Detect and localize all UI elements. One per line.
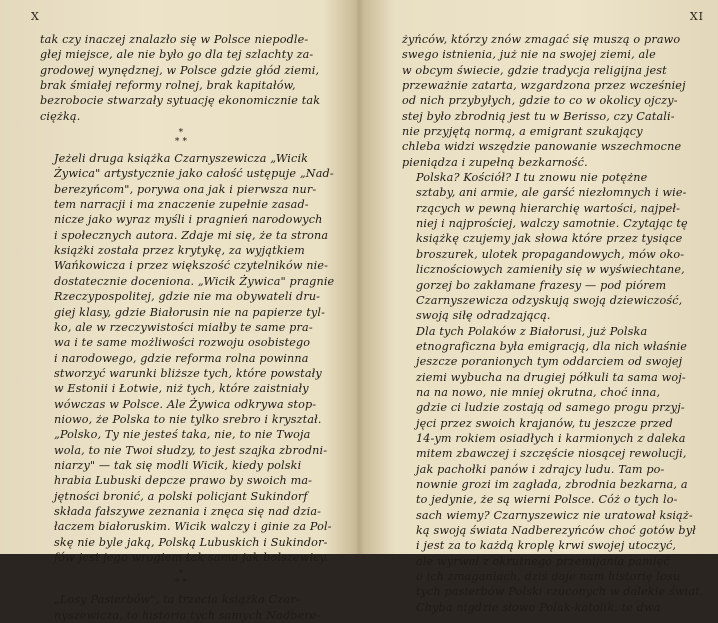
text-line: licznościowych zamieniły się w wyświechtane, [416, 263, 685, 277]
text-line: jęci przez swoich krajanów, tu jeszcze przed [416, 416, 673, 430]
text-line: głej miejsce, ale nie było go dla tej szlachty za- [40, 48, 314, 62]
text-line: „Polsko, Ty nie jesteś taka, nie, to nie Twoja [54, 428, 311, 442]
text-line: fów jest jego wrogiem tak samo jak bolszewicy. [54, 551, 329, 564]
left-paragraph-3 [40, 592, 322, 623]
text-line: nownie grozi im zagłada, zbrodnia bezkarna, a [416, 477, 688, 491]
text-line: pieniądza i zupełną bezkarność. [402, 155, 588, 169]
page-number-right: XI [689, 10, 704, 23]
text-line: bezrobocie stwarzały sytuację ekonomicznie tak [40, 94, 321, 108]
text-line: sztaby, ani armie, ale garść niezłomnych i wie- [416, 186, 687, 200]
text-line: jak pachołki panów i zdrajcy ludu. Tam po- [416, 462, 665, 476]
text-line: tem narracji i ma znaczenie zupełnie zasad- [54, 198, 309, 212]
text-line: przeważnie zatarta, wzgardzona przez wcześniej [402, 79, 686, 93]
text-line: mitem zbawczej i szczęście niosącej rewolucji, [416, 447, 687, 461]
text-line: i narodowego, gdzie reforma rolna powinna [54, 351, 309, 365]
text-line: wówczas w Polsce. Ale Żywica odkrywa stop- [54, 397, 317, 411]
left-paragraph-2 [40, 151, 335, 565]
text-line: Rzeczypospolitej, gdzie nie ma obywateli dru- [54, 290, 321, 304]
text-line: ciężką. [40, 109, 81, 123]
text-line: chleba widzi wszędzie panowanie wszechmocne [402, 140, 682, 154]
text-line: na na nowo, nie mniej okrutna, choć inna, [416, 385, 661, 399]
text-line: w Estonii i Łotwie, niż tych, które zaistniały [54, 382, 309, 396]
text-line: giej klasy, gdzie Białorusin nie na papierze tyl- [54, 305, 326, 319]
right-paragraph-3 [402, 324, 702, 600]
text-line: brak śmiałej reformy rolnej, brak kapitałów, [40, 79, 296, 93]
text-line: jętności bronić, a polski policjant Sukindorf [54, 489, 308, 503]
text-line: stej było zbrodnią jest tu w Berisso, czy Catali- [402, 109, 675, 123]
text-line: od nich przybyłych, gdzie to co w okolicy ojczy- [402, 94, 678, 108]
text-line: żyńców, którzy znów zmagać się muszą o prawo [402, 33, 681, 46]
text-line: grodowej wynędznej, w Polsce gdzie głód ziemi, [40, 63, 320, 77]
left-page-text [40, 32, 335, 623]
text-line: rzących w pewną hierarchię wartości, najpeł- [416, 201, 681, 215]
text-line: swoją siłę odradzającą. [416, 309, 551, 323]
text-line: 14-ym rokiem osiadłych i karmionych z daleka [416, 431, 686, 445]
text-line: hrabia Lubuski depcze prawo by swoich ma- [54, 474, 313, 488]
text-line: wola, to nie Twoi słudzy, to jest szajka zbrodni- [54, 443, 328, 457]
text-line: stworzyć warunki bliższe tych, które powstały [54, 366, 322, 380]
text-line: berezyńcom", porywa ona jak i pierwsza nur- [54, 182, 317, 196]
text-line: ko, ale w rzeczywistości miałby te same pra- [54, 320, 313, 334]
text-line: Polska? Kościół? I tu znowu nie potężne [416, 171, 648, 185]
text-line: jeszcze poranionych tym oddarciem od swojej [416, 355, 683, 369]
text-line: sach wiemy? Czarnyszewicz nie uratował książ- [416, 508, 693, 522]
text-line: niej i najprościej, walczy samotnie. Czytając tę [416, 217, 688, 231]
text-line: tak czy inaczej znalazło się w Polsce niepodle- [40, 33, 309, 46]
text-line: w obcym świecie, gdzie tradycja religijna jest [402, 63, 667, 77]
text-line: Wańkowicza i przez większość czytelników nie- [54, 259, 329, 273]
text-line: Czarnyszewicza odzyskują swoją dziewiczość, [416, 293, 683, 307]
text-line: Jeżeli druga książka Czarnyszewicza „Wicik [54, 152, 309, 166]
text-line: tych pasierbów Polski rzuconych w dalekie świat. [416, 585, 704, 599]
text-line: dostatecznie doceniona. „Wicik Żywica" pragnie [54, 274, 335, 288]
page-number-left: X [31, 10, 40, 23]
text-line: o ich zmaganiach, dziś daje nam historię losu [416, 570, 681, 584]
text-line: i społecznych autora. Zdaje mi się, że ta strona [54, 228, 329, 242]
text-line: gorzej bo zakłamane frazesy — pod piórem [416, 278, 667, 292]
text-line: ale wyrwał z okrutnego przemijania pamięć [416, 554, 670, 568]
text-line: nie przyjętą normą, a emigrant szukający [402, 125, 643, 139]
text-line: Dla tych Polaków z Białorusi, już Polska [416, 324, 648, 338]
text-line: etnograficzna była emigracją, dla nich właśnie [416, 339, 688, 353]
text-line: niowo, że Polska to nie tylko srebro i kryształ. [54, 412, 322, 426]
right-page-text [402, 32, 702, 615]
section-break-ornament: * * * [174, 128, 188, 148]
text-line: nicze jako wyraz myśli i pragnień narodowych [54, 213, 323, 227]
text-line: Żywica" artystycznie jako całość ustępuje „Nad- [54, 167, 334, 181]
text-line: Chyba nigdzie słowo Polak-katolik, te dwa [416, 600, 661, 614]
text-line: niarzy" — tak się modli Wicik, kiedy polski [54, 458, 302, 472]
text-line: swego istnienia, już nie na swojej ziemi, ale [402, 48, 656, 62]
right-page [366, 0, 718, 614]
right-paragraph-1 [402, 32, 702, 170]
text-line: to jedynie, że są wierni Polsce. Cóż o tych lo- [416, 493, 678, 507]
left-paragraph-1 [40, 32, 322, 124]
text-line: ziemi wybucha na drugiej półkuli ta sama woj- [416, 370, 686, 384]
text-line: składa fałszywe zeznania i znęca się nad dzia- [54, 504, 322, 518]
text-line: i jest za to każdą kroplę krwi swojej utoczyć, [416, 539, 677, 553]
right-paragraph-4 [402, 600, 702, 615]
text-line: książkę czujemy jak słowa które przez tysiące [416, 232, 683, 246]
text-line: książki została przez krytykę, za wyjątkiem [54, 244, 305, 258]
text-line: nyszewicza, to historia tych samych Nadbere- [54, 608, 321, 622]
left-page [0, 0, 352, 622]
text-line: wa i te same możliwości rozwoju osobistego [54, 336, 311, 350]
section-break-ornament: * * * [174, 569, 188, 589]
text-line: „Losy Pasierbów", ta trzecia książka Czar- [54, 593, 300, 607]
text-line: łaczem białoruskim. Wicik walczy i ginie za Pol- [54, 520, 332, 534]
text-line: gdzie ci ludzie zostają od samego progu przyj- [416, 401, 685, 415]
text-line: skę nie byle jaką, Polską Lubuskich i Sukindor- [54, 535, 328, 549]
text-line: ką swoją świata Nadberezyńców choć gotów był [416, 524, 696, 537]
right-paragraph-2 [402, 170, 702, 323]
text-line: broszurek, ulotek propagandowych, mów oko- [416, 247, 685, 261]
